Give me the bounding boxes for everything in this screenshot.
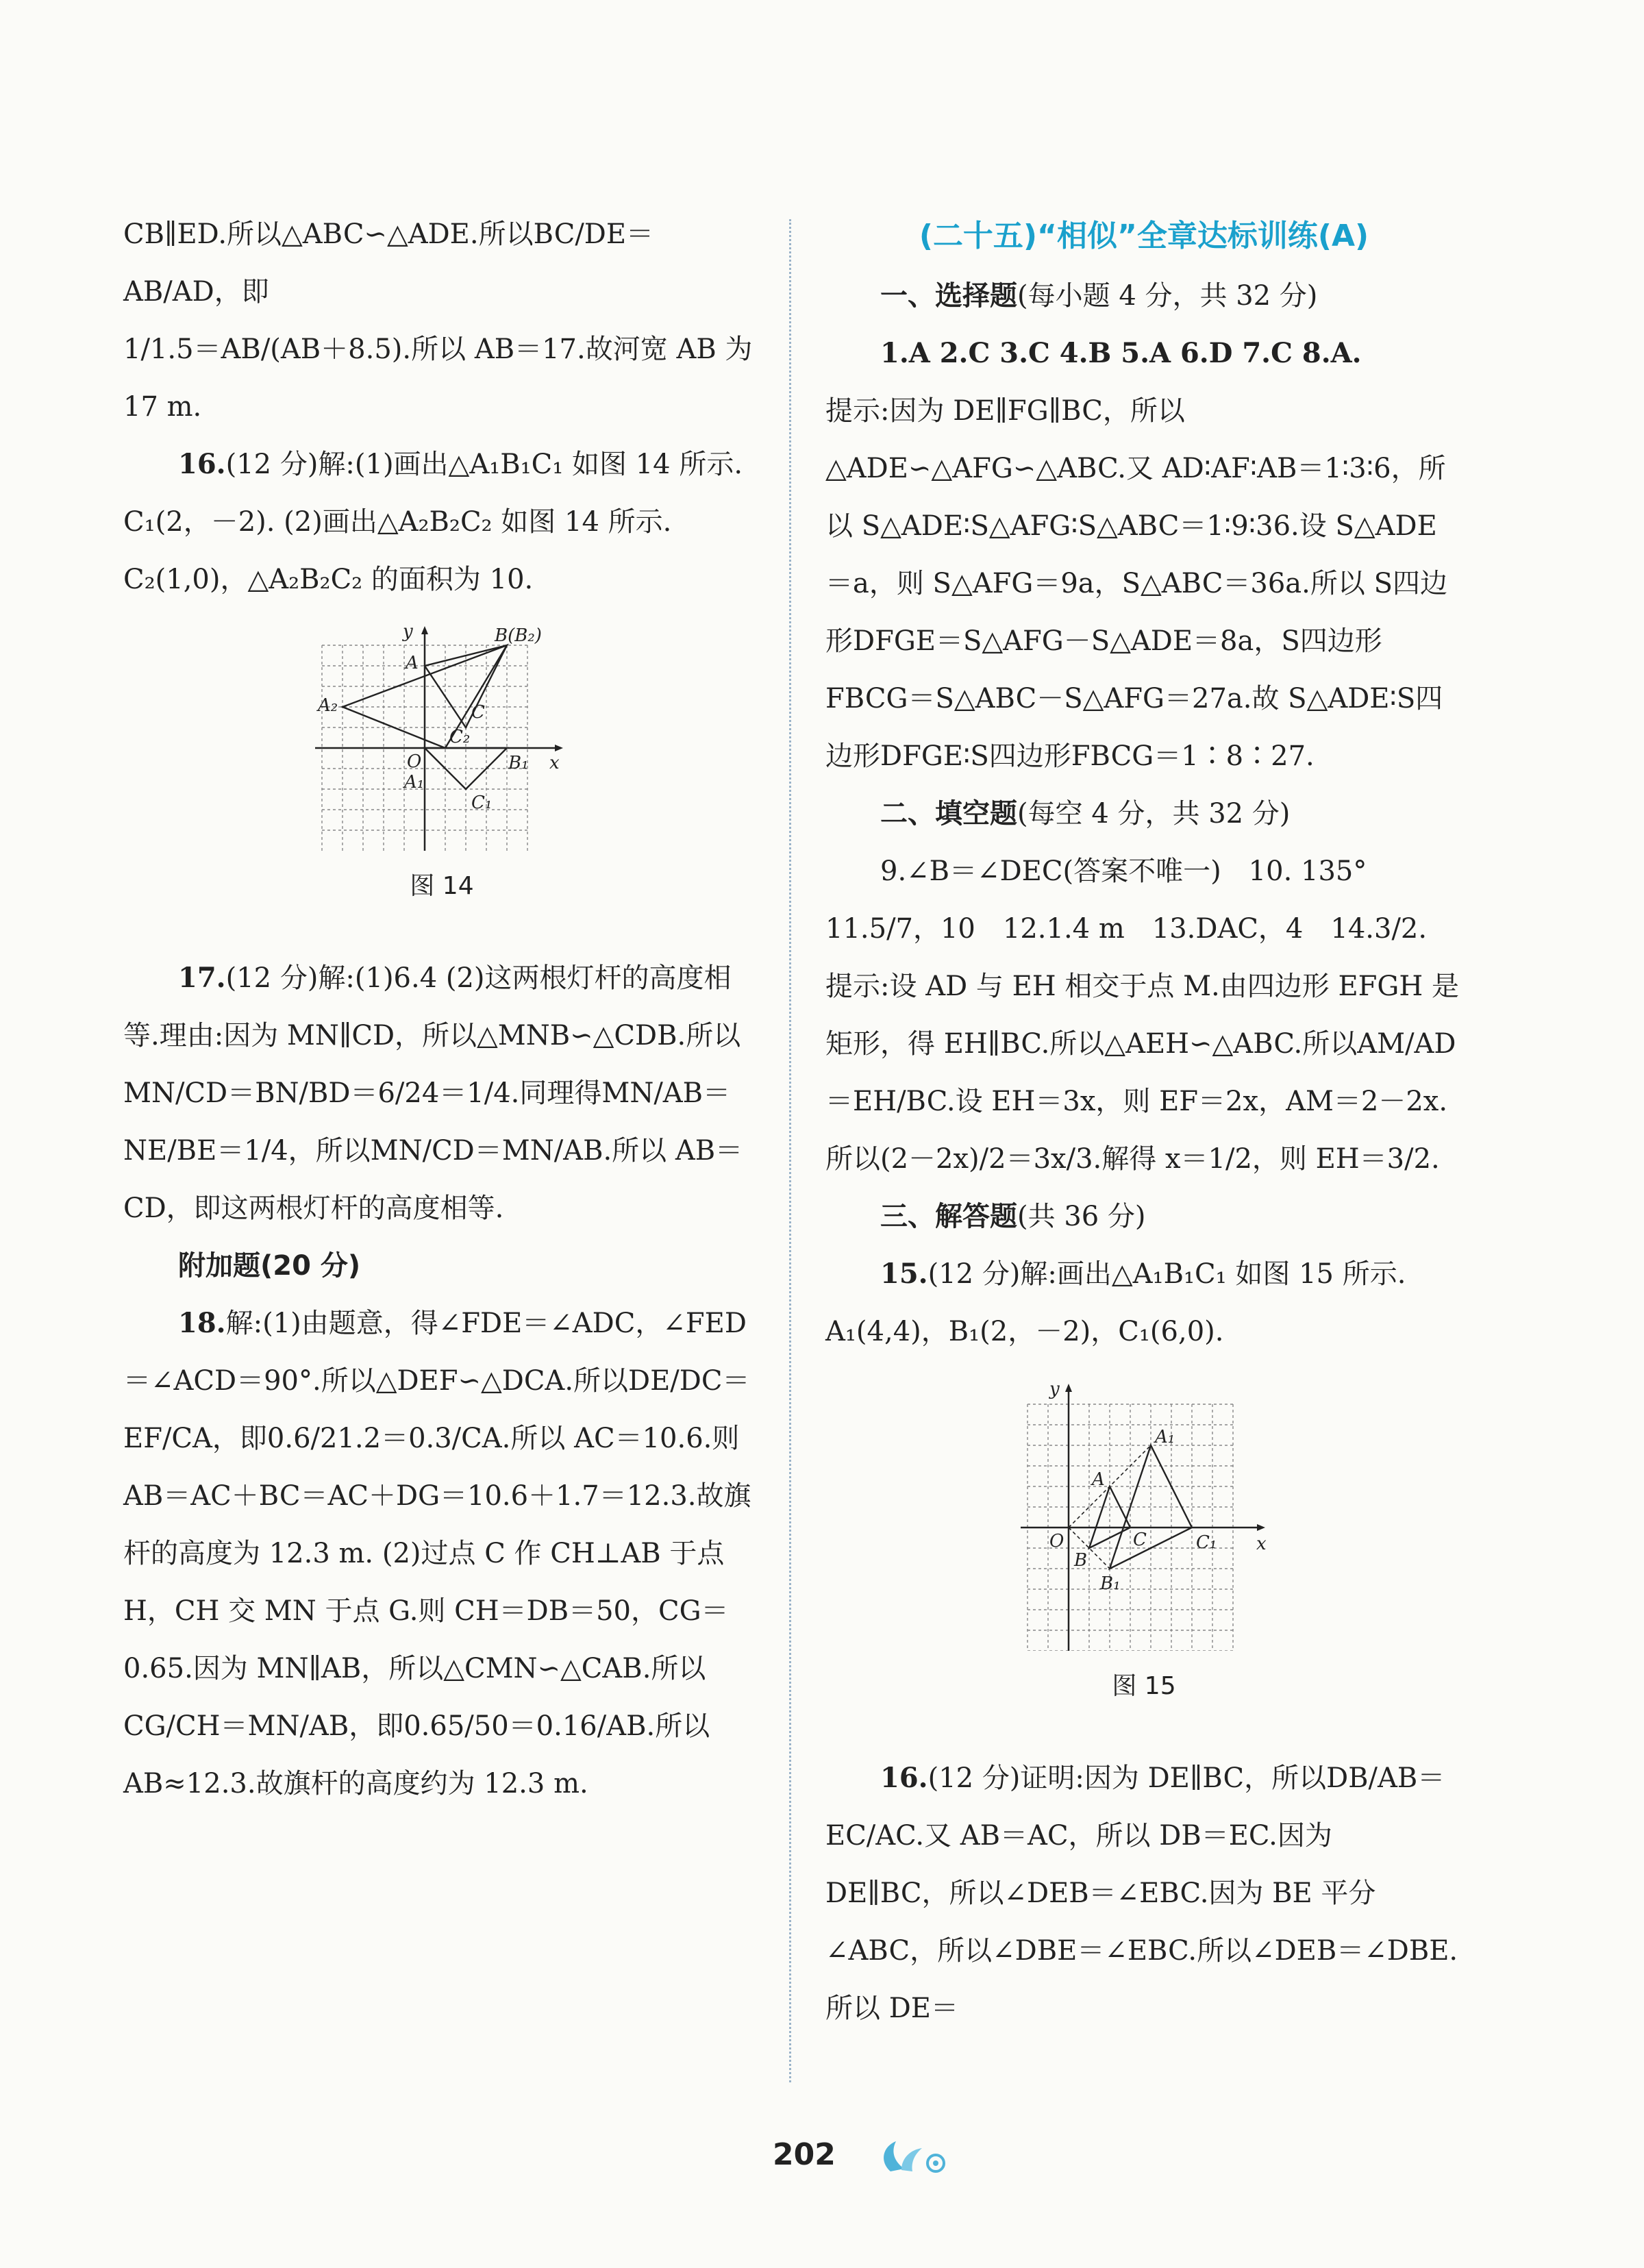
q8-hint: 提示:因为 DE∥FG∥BC，所以△ADE∽△AFG∽△ABC.又 AD∶AF∶AB＝1∶3∶6，所以 S△ADE∶S△AFG∶S△ABC＝1∶9∶36.设 S△ADE＝a，则 S△AFG＝9a，S△ABC＝36a.所以 S四边形DFGE＝S△AFG－S△ADE＝8a，S四边形FBCG＝S△ABC－S△AFG＝27a.故 S△ADE∶S四边形DFGE∶S四边形FBCG＝1∶8∶27. xyxy=(825,395,1447,772)
fig15-label-x: x xyxy=(1256,1534,1267,1554)
question-18 xyxy=(123,1295,760,1812)
page-ornament-icon xyxy=(877,2134,952,2178)
fig15-y-arrow xyxy=(1065,1384,1072,1392)
fig14-label-b1: B₁ xyxy=(508,753,529,773)
fig14-label-y: y xyxy=(403,625,413,642)
q16r-number: 16. xyxy=(880,1762,928,1794)
q16r-text: (12 分)证明:因为 DE∥BC，所以DB/AB＝EC/AC.又 AB＝AC，所以 DB＝EC.因为 DE∥BC，所以∠DEB＝∠EBC.因为 BE 平分∠ABC，所以∠DBE＝∠EBC.所以∠DEB＝∠DBE.所以 DE＝ xyxy=(825,1762,1458,2024)
question-16-right xyxy=(825,1749,1462,2037)
choice-answers: 1.A 2.C 3.C 4.B 5.A 6.D 7.C 8.A. xyxy=(880,337,1362,369)
figure-14-graph xyxy=(315,625,569,851)
section-3-header xyxy=(825,1188,1462,1245)
fig14-label-c2: C₂ xyxy=(449,727,471,747)
figure-14 xyxy=(123,625,760,851)
section-1-head: 一、选择题 xyxy=(880,280,1017,312)
fig14-label-a1: A₁ xyxy=(404,772,425,793)
column-divider xyxy=(789,219,791,2082)
section-title: (二十五)“相似”全章达标训练(A) xyxy=(919,219,1369,253)
q15-number: 15. xyxy=(880,1258,928,1290)
fig14-x-arrow xyxy=(555,745,563,751)
q15-text: (12 分)解:画出△A₁B₁C₁ 如图 15 所示. A₁(4,4)，B₁(2，－2)，C₁(6,0). xyxy=(825,1258,1406,1347)
q18-number: 18. xyxy=(178,1307,226,1339)
fig15-label-a1: A₁ xyxy=(1155,1427,1175,1447)
section-3-note: (共 36 分) xyxy=(1017,1201,1146,1232)
fig14-label-x: x xyxy=(549,753,560,773)
q17-text: (12 分)解:(1)6.4 (2)这两根灯杆的高度相等.理由:因为 MN∥CD，所以△MNB∽△CDB.所以MN/CD＝BN/BD＝6/24＝1/4.同理得MN/AB＝NE/BE＝1/4，所以MN/CD＝MN/AB.所以 AB＝CD，即这两根灯杆的高度相等. xyxy=(123,962,743,1224)
page-number: 202 xyxy=(773,2137,836,2172)
fig15-label-a: A xyxy=(1092,1469,1105,1490)
fill-answers-2: 11.5/7，10 12.1.4 m 13.DAC，4 14.3/2. xyxy=(825,913,1428,945)
left-p1: CB∥ED.所以△ABC∽△ADE.所以BC/DE＝AB/AD，即 xyxy=(123,219,654,308)
section-2-head: 二、填空题 xyxy=(880,798,1017,830)
fig14-label-c: C xyxy=(471,702,485,723)
fill-answers-1: 9.∠B＝∠DEC(答案不唯一) 10. 135° xyxy=(880,856,1367,887)
section-3-head: 三、解答题 xyxy=(880,1201,1017,1232)
q17-number: 17. xyxy=(178,962,226,994)
fig15-triangle-abc xyxy=(1089,1486,1130,1548)
right-column xyxy=(825,205,1462,2037)
section-1-header xyxy=(825,267,1462,325)
fig14-label-b: B(B₂) xyxy=(495,625,542,646)
fig15-label-y: y xyxy=(1049,1379,1060,1399)
extra-question-heading: 附加题(20 分) xyxy=(178,1250,361,1282)
q14-hint: 提示:设 AD 与 EH 相交于点 M.由四边形 EFGH 是矩形，得 EH∥BC.所以△AEH∽△ABC.所以AM/AD＝EH/BC.设 EH＝3x，则 EF＝2x，AM＝2－2x.所以(2－2x)/2＝3x/3.解得 x＝1/2，则 EH＝3/2. xyxy=(825,971,1459,1175)
fig15-label-c1: C₁ xyxy=(1196,1532,1217,1553)
question-15 xyxy=(825,1245,1462,1360)
left-p2: 1/1.5＝AB/(AB＋8.5).所以 AB＝17.故河宽 AB 为 17 m. xyxy=(123,334,753,423)
section-2-header xyxy=(825,785,1462,843)
question-16-left xyxy=(123,436,760,608)
fig14-label-a: A xyxy=(406,653,419,673)
fig15-label-b: B xyxy=(1074,1550,1088,1571)
q18-text: 解:(1)由题意，得∠FDE＝∠ADC，∠FED＝∠ACD＝90°.所以△DEF∽△DCA.所以DE/DC＝EF/CA，即0.6/21.2＝0.3/CA.所以 AC＝10.6.则 AB＝AC＋BC＝AC＋DG＝10.6＋1.7＝12.3.故旗杆的高度为 12.3 m. (2)过点 C 作 CH⊥AB 于点 H，CH 交 MN 于点 G.则 CH＝DB＝50，CG＝0.65.因为 MN∥AB，所以△CMN∽△CAB.所以CG/CH＝MN/AB，即0.65/50＝0.16/AB.所以 AB≈12.3.故旗杆的高度约为 12.3 m. xyxy=(123,1308,751,1799)
figure-14-caption: 图 14 xyxy=(410,872,474,900)
q16-text: (12 分)解:(1)画出△A₁B₁C₁ 如图 14 所示. C₁(2，－2). (2)画出△A₂B₂C₂ 如图 14 所示. C₂(1,0)，△A₂B₂C₂ 的面积为 10. xyxy=(123,449,743,595)
fig15-label-o: O xyxy=(1049,1531,1064,1552)
section-1-note: (每小题 4 分，共 32 分) xyxy=(1017,280,1318,312)
figure-15 xyxy=(825,1377,1462,1651)
fig14-label-c1: C₁ xyxy=(471,793,493,813)
section-2-note: (每空 4 分，共 32 分) xyxy=(1017,798,1291,830)
figure-15-caption: 图 15 xyxy=(1112,1672,1176,1700)
fig14-label-a2: A₂ xyxy=(318,695,338,716)
fig15-x-arrow xyxy=(1257,1524,1265,1531)
figure-15-graph xyxy=(1014,1377,1274,1651)
question-17 xyxy=(123,949,760,1237)
q16-number: 16. xyxy=(178,448,226,480)
fig14-label-o: O xyxy=(407,751,422,772)
fig15-label-b1: B₁ xyxy=(1100,1573,1121,1594)
fig14-y-arrow xyxy=(421,626,428,634)
left-column xyxy=(123,205,760,1812)
fig15-label-c: C xyxy=(1133,1530,1147,1550)
